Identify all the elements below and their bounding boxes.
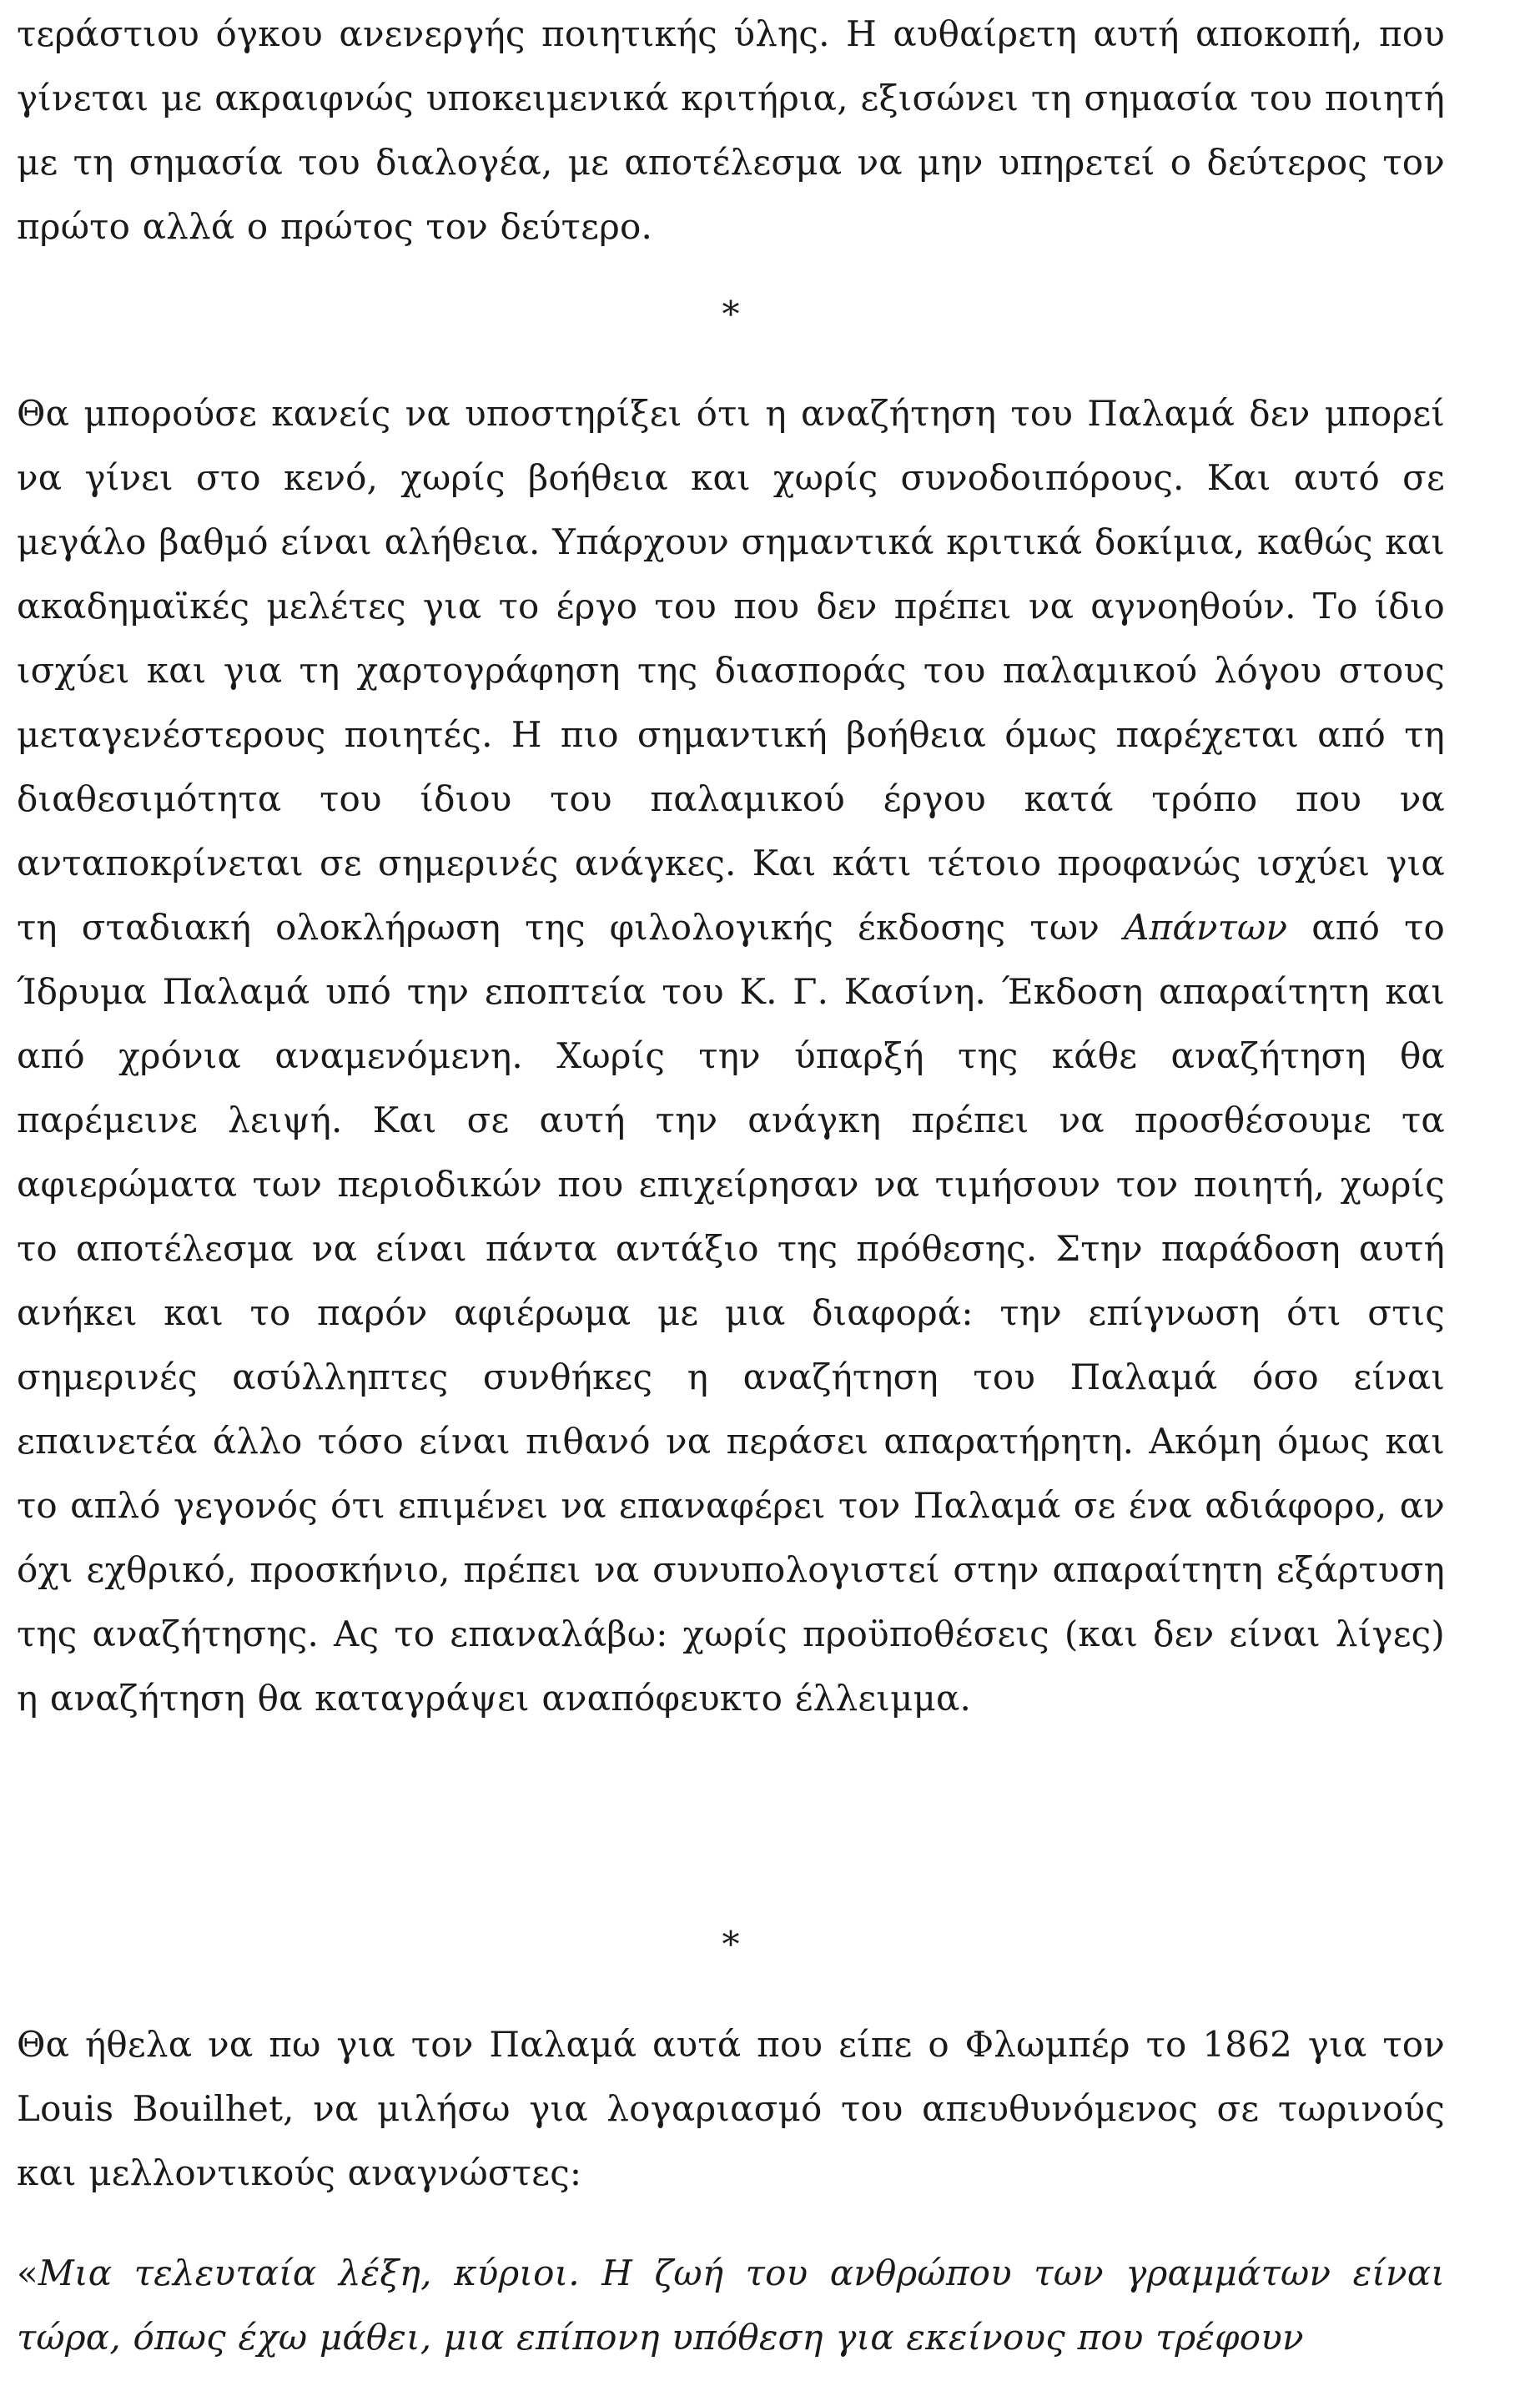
paragraph-3 <box>17 2012 1445 2205</box>
paragraph-2 <box>17 381 1445 1730</box>
paragraph-4-quote <box>17 2241 1445 2369</box>
quote-open-mark: « <box>17 2253 38 2293</box>
section-separator-1: * <box>722 294 740 335</box>
section-separator-2: * <box>722 1924 740 1965</box>
paragraph-2-italic-title: Απάντων <box>1123 907 1288 948</box>
paragraph-4-quote-text: Μια τελευταία λέξη, κύριοι. Η ζωή του ανθρώπου των γραμμάτων είναι τώρα, όπως έχω μάθει, μια επίπονη υπόθεση για εκείνους που τρέφουν <box>17 2253 1445 2358</box>
paragraph-1 <box>17 2 1445 259</box>
paragraph-2-text-a: Θα μπορούσε κανείς να υποστηρίξει ότι η αναζήτηση του Παλαμά δεν μπορεί να γίνει στο κενό, χωρίς βοήθεια και χωρίς συνοδοιπόρους. Και αυτό σε μεγάλο βαθμό είναι αλήθεια. Υπάρχουν σημαντικά κριτικά δοκίμια, καθώς και ακαδημαϊκές μελέτες για το έργο του που δεν πρέπει να αγνοηθούν. Το ίδιο ισχύει και για τη χαρτογράφηση της διασποράς του παλαμικού λόγου στους μεταγενέστερους ποιητές. Η πιο σημαντική βοήθεια όμως παρέχεται από τη διαθεσιμότητα του ίδιου του παλαμικού έργου κατά τρόπο που να ανταποκρίνεται σε σημερινές ανάγκες. Και κάτι τέτοιο προφανώς ισχύει για τη σταδιακή ολοκλήρωση της φιλολογικής έκδοσης των <box>17 393 1445 948</box>
paragraph-2-text-b: από το Ίδρυμα Παλαμά υπό την εποπτεία του Κ. Γ. Κασίνη. Έκδοση απαραίτητη και από χρόνια αναμενόμενη. Χωρίς την ύπαρξή της κάθε αναζήτηση θα παρέμεινε λειψή. Και σε αυτή την ανάγκη πρέπει να προσθέσουμε τα αφιερώματα των περιοδικών που επιχείρησαν να τιμήσουν τον ποιητή, χωρίς το αποτέλεσμα να είναι πάντα αντάξιο της πρόθεσης. Στην παράδοση αυτή ανήκει και το παρόν αφιέρωμα με μια διαφορά: την επίγνωση ότι στις σημερινές ασύλληπτες συνθήκες η αναζήτηση του Παλαμά όσο είναι επαινετέα άλλο τόσο είναι πιθανό να περάσει απαρατήρητη. Ακόμη όμως και το απλό γεγονός ότι επιμένει να επαναφέρει τον Παλαμά σε ένα αδιάφορο, αν όχι εχθρικό, προσκήνιο, πρέπει να συνυπολογιστεί στην απαραίτητη εξάρτυση της αναζήτησης. Ας το επαναλάβω: χωρίς προϋποθέσεις (και δεν είναι λίγες) η αναζήτηση θα καταγράψει αναπόφευκτο έλλειμμα. <box>17 907 1445 1719</box>
paragraph-3-text: Θα ήθελα να πω για τον Παλαμά αυτά που είπε ο Φλωμπέρ το 1862 για τον Louis Bouilhet, να μιλήσω για λογαριασμό του απευθυνόμενος σε τωρινούς και μελλοντικούς αναγνώστες: <box>17 2024 1445 2193</box>
paragraph-1-text: τεράστιου όγκου ανενεργής ποιητικής ύλης. Η αυθαίρετη αυτή αποκοπή, που γίνεται με ακραιφνώς υποκειμενικά κριτήρια, εξισώνει τη σημασία του ποιητή με τη σημασία του διαλογέα, με αποτέλεσμα να μην υπηρετεί ο δεύτερος τον πρώτο αλλά ο πρώτος τον δεύτερο. <box>17 13 1445 247</box>
